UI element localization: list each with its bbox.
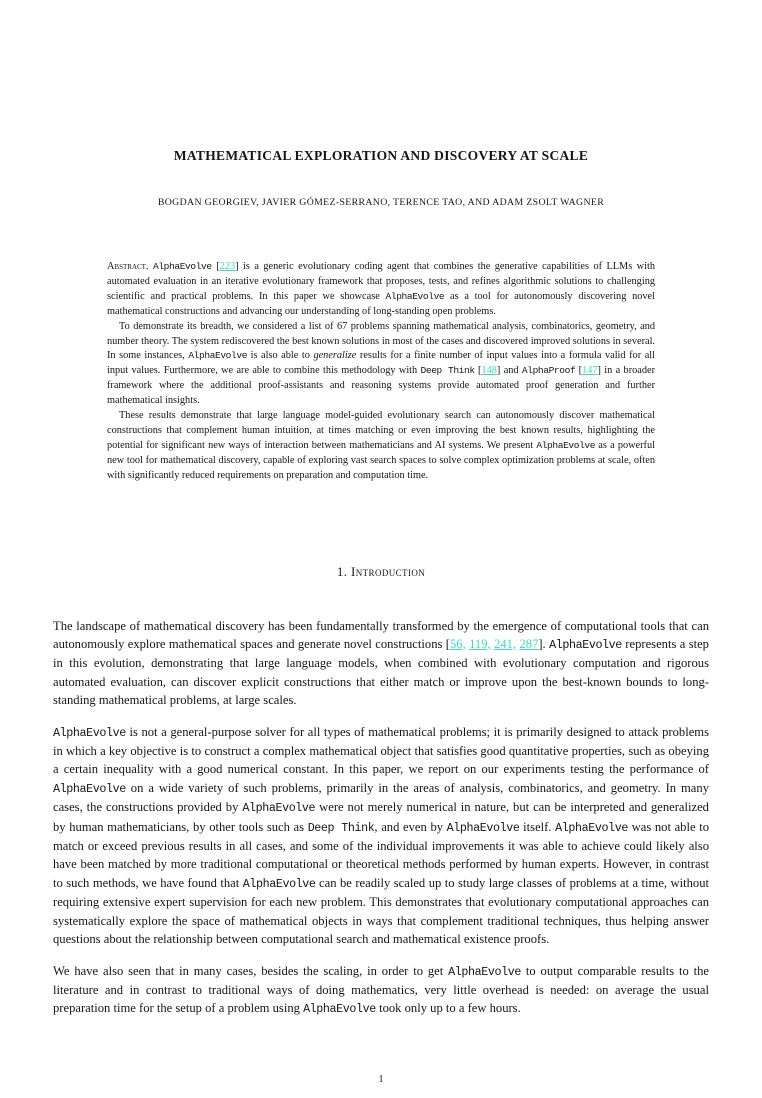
code-text: AlphaEvolve [53,781,126,796]
citation-link[interactable]: 223 [219,261,236,272]
introduction-body [53,617,709,1019]
code-text: AlphaEvolve [536,439,596,451]
paper-title: MATHEMATICAL EXPLORATION AND DISCOVERY AT SCALE [173,148,589,163]
paragraph: The landscape of mathematical discovery has been fundamentally transformed by the emergence of computational tools that can autonomously explore mathematical spaces and generate novel constructions [56, 119, 241, 287]. AlphaEvolve represents a step in this evolution, demonstrating that large language models, when combined with evolutionary computation and rigorous automated evaluation, can discover explicit constructions that either match or improve upon the best-known bounds to long-standing mathematical problems, at large scales. [53,618,709,708]
code-text: Deep Think [307,820,375,835]
code-text: AlphaEvolve [153,261,212,272]
italic-text: generalize [313,350,357,362]
code-text: AlphaEvolve [242,801,316,816]
paragraph: Abstract. AlphaEvolve [223] is a generic evolutionary coding agent that combines the generative capabilities of LLMs with automated evaluation in an iterative evolutionary framework that proposes, tests, and refines algorithmic solutions to challenging scientific and practical problems. In this paper we showcase AlphaEvolve as a tool for autonomously discovering novel mathematical constructions and advancing our understanding of long-standing open problems. [107,261,655,317]
paragraph: AlphaEvolve is not a general-purpose solver for all types of mathematical problems; it is primarily designed to attack problems in which a key objective is to construct a complex mathematical object that satisfies good quantitative properties, such as obeying a certain inequality with a good numerical constant. In this paper, we report on our experiments testing the performance of AlphaEvolve on a wide variety of such problems, primarily in the areas of analysis, combinatorics, and geometry. In many cases, the constructions provided by AlphaEvolve were not merely numerical in nature, but can be interpreted and generalized by human mathematicians, by other tools such as Deep Think, and even by AlphaEvolve itself. AlphaEvolve was not able to match or exceed previous results in all cases, and some of the individual improvements it was able to achieve could likely also have been matched by more traditional computational or theoretical methods performed by human experts. However, in contrast to such methods, we have found that AlphaEvolve can be readily scaled up to study large classes of problems at a time, without requiring extensive expert supervision for each new problem. This demonstrates that evolutionary computational approaches can systematically explore the space of mathematical objects in ways that complement traditional techniques, thus helping answer questions about the relationship between computational search and mathematical existence proofs. [53,724,710,947]
abstract-block [107,260,655,484]
citation-link[interactable]: 56, [449,637,466,651]
paper-authors: BOGDAN GEORGIEV, JAVIER GÓMEZ-SERRANO, TERENCE TAO, AND ADAM ZSOLT WAGNER [157,197,605,208]
code-text: AlphaEvolve [53,725,126,740]
code-text: AlphaEvolve [188,350,248,362]
citation-link[interactable]: 148 [481,365,497,377]
section-heading-introduction: 1. Introduction [336,563,426,579]
code-text: AlphaProof [521,365,576,377]
code-text: Deep Think [420,365,475,377]
citation-link[interactable]: 241, [494,637,517,651]
citation-link[interactable]: 119, [469,637,491,651]
paragraph: These results demonstrate that large language model-guided evolutionary search can autonomously discover mathematical constructions that complement human intuition, at times matching or even improving the best known results, highlighting the potential for significant new ways of interaction between mathematicians and AI systems. We present AlphaEvolve as a powerful new tool for mathematical discovery, capable of exploring vast search spaces to solve complex optimization problems at scale, often with significantly reduced requirements on preparation and computation time. [107,410,655,481]
code-text: AlphaEvolve [549,638,622,652]
code-text: AlphaEvolve [555,820,628,835]
code-text: AlphaEvolve [446,820,520,835]
code-text: AlphaEvolve [303,1002,376,1017]
citation-link[interactable]: 287 [519,637,539,651]
page-number: 1 [378,1074,384,1085]
abstract-label: Abstract. [107,261,149,272]
paragraph: To demonstrate its breadth, we considered a list of 67 problems spanning mathematical analysis, combinatorics, geometry, and number theory. The system rediscovered the best known solutions in most of the cases and discovered improved solutions in several. In some instances, AlphaEvolve is also able to generalize results for a finite number of input values into a formula valid for all input values. Furthermore, we are able to combine this methodology with Deep Think [148] and AlphaProof [147] in a broader framework where the additional proof-assistants and reasoning systems provide automated proof generation and further mathematical insights. [107,320,655,407]
citation-link[interactable]: 147 [582,365,598,377]
code-text: AlphaEvolve [385,290,445,302]
code-text: AlphaEvolve [242,876,316,891]
code-text: AlphaEvolve [448,964,522,979]
paragraph: We have also seen that in many cases, besides the scaling, in order to get AlphaEvolve to output comparable results to the literature and in contrast to traditional ways of doing mathematics, very little overhead is needed: on average the usual preparation time for the setup of a problem using AlphaEvolve took only up to a few hours. [53,963,710,1017]
